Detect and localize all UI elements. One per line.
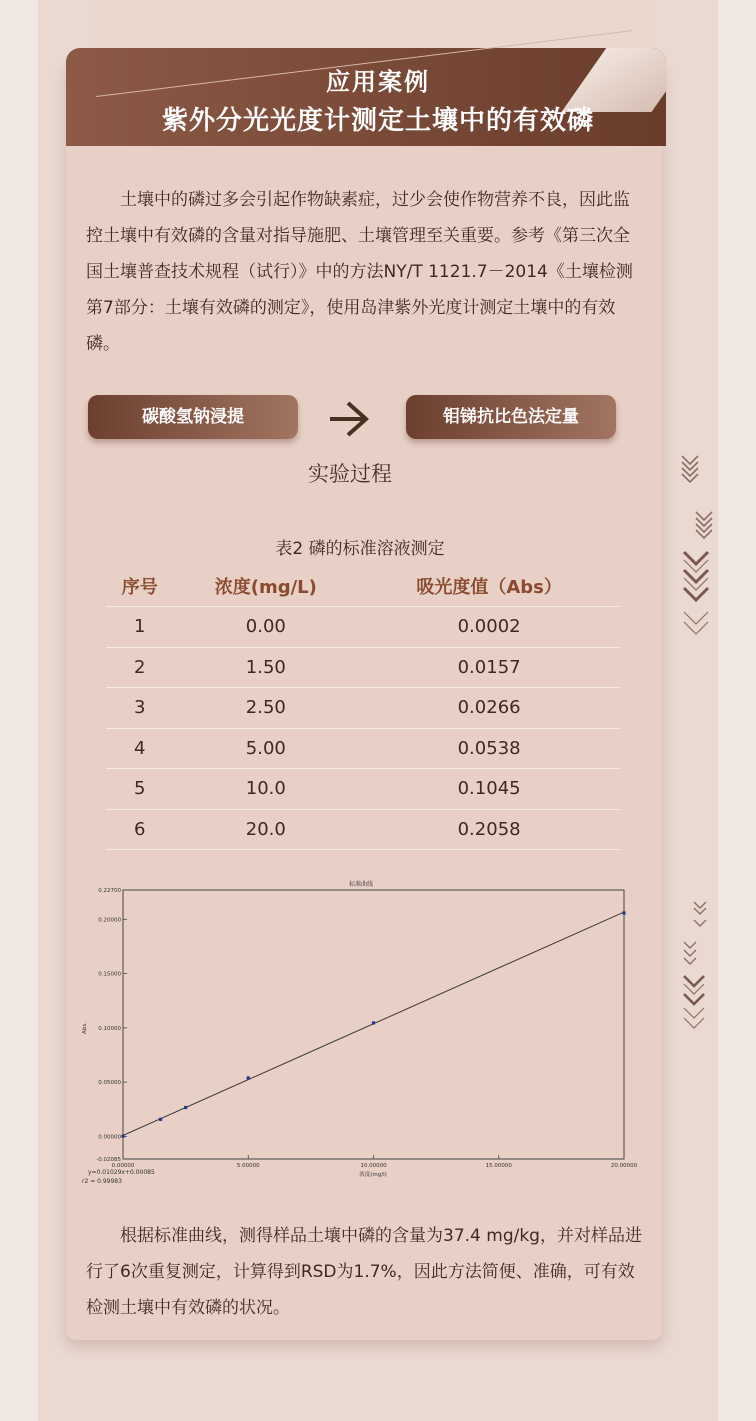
y-tick-label: 0.15000: [98, 971, 121, 978]
table-row: [106, 607, 620, 648]
cell: 0.00: [173, 607, 358, 648]
cell: 2: [106, 647, 173, 688]
table-row: [106, 728, 620, 769]
y-tick-label: 0.10000: [98, 1025, 121, 1032]
conclusion-text: 根据标准曲线，测得样品土壤中磷的含量为37.4 mg/kg，并对样品进行了6次重复测定，计算得到RSD为1.7%，因此方法简便、准确，可有效检测土壤中有效磷的状况。: [86, 1226, 642, 1318]
y-tick-label: 0.00000: [98, 1134, 121, 1141]
cell: 0.0002: [358, 607, 620, 648]
intro-text: 土壤中的磷过多会引起作物缺素症，过少会使作物营养不良，因此监控土壤中有效磷的含量对指导施肥、土壤管理至关重要。参考《第三次全国土壤普查技术规程（试行）》中的方法NY/T 1121.7－2014《土壤检测 第7部分：土壤有效磷的测定》，使用岛津紫外光度计测定土壤中的有效磷。: [86, 190, 633, 354]
chart-title: 标准曲线: [348, 881, 374, 888]
cell: 0.2058: [358, 809, 620, 850]
page-margin-right: [718, 0, 756, 1421]
data-point: [184, 1106, 187, 1109]
y-tick-label: 0.22700: [98, 888, 121, 894]
data-point: [159, 1118, 162, 1121]
cell: 10.0: [173, 769, 358, 810]
col-header-concentration: 浓度(mg/L): [173, 566, 358, 607]
cell: 0.0157: [358, 647, 620, 688]
y-axis-label: Abs.: [82, 1022, 88, 1034]
standard-table: [106, 566, 620, 850]
data-point: [622, 911, 625, 914]
data-point: [372, 1021, 375, 1024]
chevron-down-icon: [680, 898, 716, 1038]
x-tick-label: 0.00000: [111, 1163, 135, 1169]
cell: 6: [106, 809, 173, 850]
x-tick-label: 5.00000: [236, 1163, 260, 1169]
table-row: [106, 647, 620, 688]
col-header-absorbance: 吸光度值（Abs）: [358, 566, 620, 607]
process-label: 实验过程: [308, 462, 392, 486]
cell: 4: [106, 728, 173, 769]
cell: 5.00: [173, 728, 358, 769]
y-tick-label: 0.05000: [98, 1080, 121, 1087]
header-tag: 应用案例: [326, 68, 430, 96]
table-caption: 表2 磷的标准溶液测定: [275, 539, 445, 559]
fit-equation: y=0.01029x+0.00085: [88, 1169, 155, 1176]
process-step-extraction: 碳酸氢钠浸提: [88, 395, 298, 439]
cell: 1.50: [173, 647, 358, 688]
conclusion-paragraph: [86, 1218, 642, 1326]
table-row: [106, 809, 620, 850]
x-tick-label: 15.00000: [485, 1163, 512, 1169]
data-point: [121, 1135, 124, 1138]
x-axis-label: 浓度(mg/l): [359, 1172, 387, 1178]
cell: 3: [106, 688, 173, 729]
y-tick-label: -0.02085: [96, 1157, 121, 1163]
col-header-index: 序号: [106, 566, 173, 607]
x-tick-label: 20.00000: [610, 1163, 638, 1169]
page-margin-left: [0, 0, 38, 1421]
x-tick-label: 10.00000: [360, 1163, 387, 1169]
top-decor: [92, 0, 652, 50]
table-row: [106, 769, 620, 810]
cell: 2.50: [173, 688, 358, 729]
data-point: [247, 1076, 250, 1079]
arrow-right-icon: [328, 400, 372, 438]
r-squared: r2 = 0.99983: [82, 1178, 122, 1185]
cell: 0.0538: [358, 728, 620, 769]
cell: 20.0: [173, 809, 358, 850]
process-step-quantification: 钼锑抗比色法定量: [406, 395, 616, 439]
cell: 0.0266: [358, 688, 620, 729]
cell: 1: [106, 607, 173, 648]
intro-paragraph: [86, 182, 642, 362]
chevron-down-icon: [678, 452, 718, 652]
page-title: 紫外分光光度计测定土壤中的有效磷: [161, 106, 594, 136]
cell: 5: [106, 769, 173, 810]
table-row: [106, 688, 620, 729]
chart-svg: [80, 878, 642, 1188]
cell: 0.1045: [358, 769, 620, 810]
calibration-chart: [80, 878, 642, 1188]
y-tick-label: 0.20000: [98, 917, 121, 924]
